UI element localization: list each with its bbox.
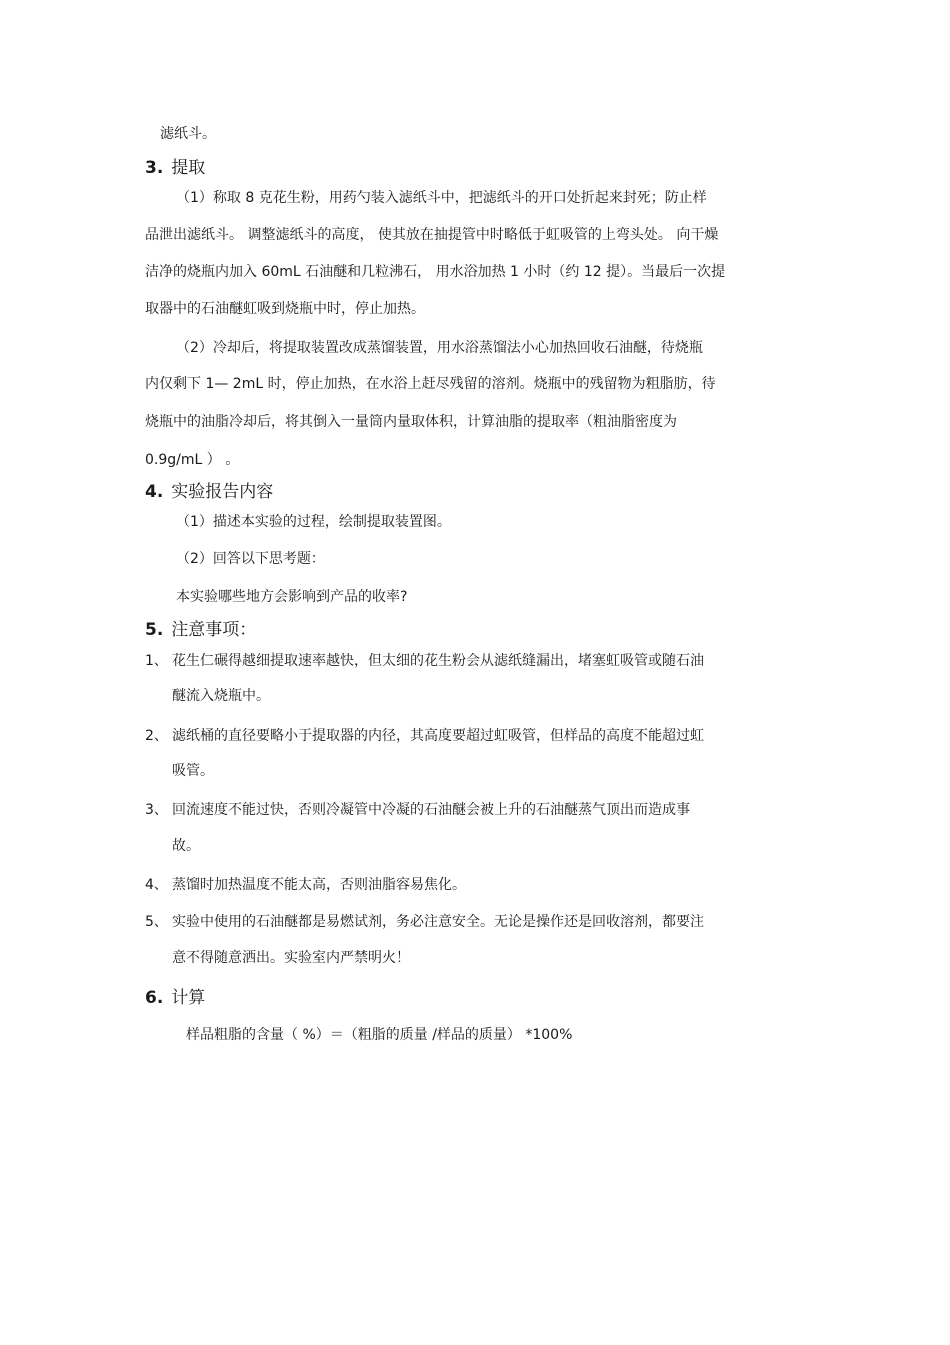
- caution-item-3-line-1: 回流速度不能过快，否则冷凝管中冷凝的石油醚会被上升的石油醚蒸气顶出而造成事: [172, 802, 690, 818]
- section-4-item-2: （2）回答以下思考题：: [176, 551, 325, 567]
- section-5-title: 注意事项：: [171, 620, 257, 640]
- section-3-para1-line3: 洁净的烧瓶内加入 60mL 石油醚和几粒沸石， 用水浴加热 1 小时（约 12 提）。当最后一次提: [145, 264, 726, 280]
- section-5-number: 5.: [145, 620, 164, 640]
- section-6-title: 计算: [171, 988, 206, 1008]
- section-6-heading: [145, 986, 205, 1010]
- section-4-heading: [145, 480, 273, 504]
- section-3-para2-line4: 0.9g/mL ） 。: [145, 452, 240, 468]
- section-4-title: 实验报告内容: [171, 482, 274, 502]
- section-6-formula: 样品粗脂的含量（ %）＝（粗脂的质量 /样品的质量） *100%: [186, 1027, 573, 1043]
- caution-item-1: [145, 651, 765, 671]
- caution-item-5-line-2: 意不得随意洒出。实验室内严禁明火！: [172, 950, 410, 966]
- caution-item-2-line-2: 吸管。: [172, 763, 214, 779]
- caution-item-5-line-1: 实验中使用的石油醚都是易燃试剂，务必注意安全。无论是操作还是回收溶剂，都要注: [172, 914, 704, 930]
- section-6-number: 6.: [145, 988, 164, 1008]
- section-3-para2-line3: 烧瓶中的油脂冷却后，将其倒入一量筒内量取体积，计算油脂的提取率（粗油脂密度为: [145, 414, 677, 430]
- caution-item-3-line-2: 故。: [172, 838, 200, 854]
- caution-item-4-number: 4、: [145, 877, 168, 893]
- caution-item-2-number: 2、: [145, 728, 168, 744]
- section-3-heading: [145, 156, 205, 180]
- section-3-title: 提取: [171, 158, 206, 178]
- section-3-para1-line1: （1）称取 8 克花生粉，用药勺装入滤纸斗中，把滤纸斗的开口处折起来封死；防止样: [176, 190, 707, 206]
- caution-item-3-number: 3、: [145, 802, 168, 818]
- section-4-item-1: （1）描述本实验的过程，绘制提取装置图。: [176, 514, 451, 530]
- intro-tail-text: 滤纸斗。: [160, 126, 216, 142]
- caution-item-1-line-2: 醚流入烧瓶中。: [172, 688, 270, 704]
- section-4-number: 4.: [145, 482, 164, 502]
- caution-item-5-number: 5、: [145, 914, 168, 930]
- caution-item-2-line-1: 滤纸桶的直径要略小于提取器的内径，其高度要超过虹吸管，但样品的高度不能超过虹: [172, 728, 704, 744]
- section-3-number: 3.: [145, 158, 164, 178]
- caution-item-2: [145, 726, 765, 746]
- section-3-para1-line4: 取器中的石油醚虹吸到烧瓶中时，停止加热。: [145, 301, 425, 317]
- caution-item-1-line-1: 花生仁碾得越细提取速率越快，但太细的花生粉会从滤纸缝漏出，堵塞虹吸管或随石油: [172, 653, 704, 669]
- caution-item-4-line-1: 蒸馏时加热温度不能太高，否则油脂容易焦化。: [172, 877, 466, 893]
- section-5-heading: [145, 618, 256, 642]
- caution-item-4: [145, 875, 765, 895]
- caution-item-3: [145, 800, 765, 820]
- section-3-para2-line1: （2）冷却后，将提取装置改成蒸馏装置，用水浴蒸馏法小心加热回收石油醚，待烧瓶: [176, 340, 703, 356]
- section-4-question: 本实验哪些地方会影响到产品的收率?: [176, 589, 408, 605]
- section-3-para2-line2: 内仅剩下 1— 2mL 时，停止加热，在水浴上赶尽残留的溶剂。烧瓶中的残留物为粗脂肪，待: [145, 376, 716, 392]
- caution-item-1-number: 1、: [145, 653, 168, 669]
- section-3-para1-line2: 品泄出滤纸斗。 调整滤纸斗的高度， 使其放在抽提管中时略低于虹吸管的上弯头处。 向干燥: [145, 227, 719, 243]
- caution-item-5: [145, 912, 765, 932]
